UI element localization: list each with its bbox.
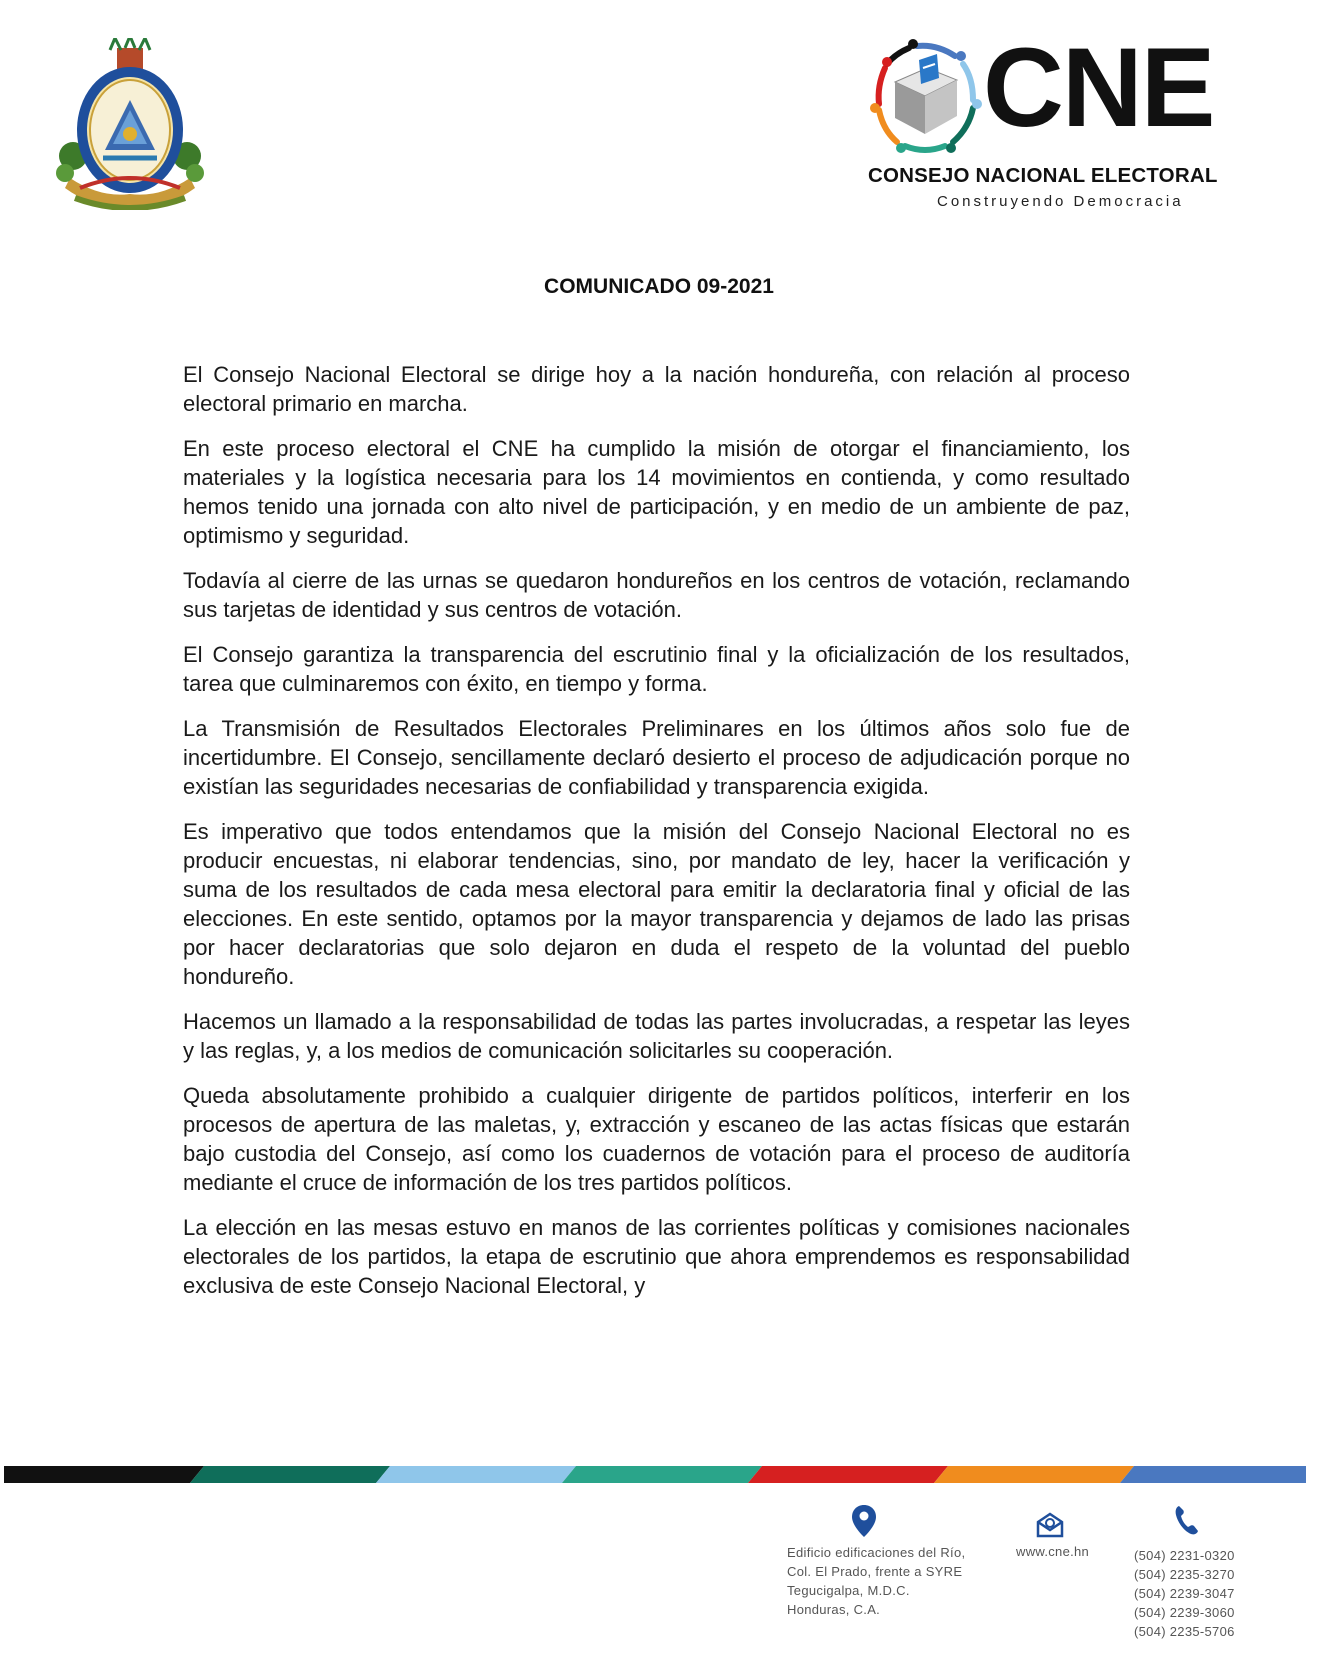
stripe-segment (934, 1466, 1134, 1483)
footer-color-stripe (4, 1466, 1306, 1483)
honduras-coat-of-arms-icon (55, 38, 205, 210)
paragraph: En este proceso electoral el CNE ha cumplido la misión de otorgar el financiamiento, los materiales y la logística necesaria para los 14 movimientos en contienda, y como resultado hemos tenido una jornada con alto nivel de participación, y en medio de un ambiente de paz, optimismo y seguridad. (183, 436, 1130, 548)
cne-full-name: CONSEJO NACIONAL ELECTORAL (868, 164, 1218, 187)
stripe-segment (748, 1466, 948, 1483)
stripe-segment (1120, 1466, 1306, 1483)
phone-number: (504) 2235-3270 (1134, 1567, 1235, 1582)
footer-website[interactable]: www.cne.hn (1016, 1544, 1090, 1559)
address-line: Honduras, C.A. (787, 1602, 881, 1617)
document-title: COMUNICADO 09-2021 (544, 275, 774, 298)
paragraph: La Transmisión de Resultados Electorales Preliminares en los últimos años solo fue de incertidumbre. El Consejo, sencillamente declaró desierto el proceso de adjudicación porque no existían las seguridades necesarias de confiabilidad y transparencia exigida. (183, 716, 1130, 799)
paragraph: El Consejo garantiza la transparencia del escrutinio final y la oficialización de los resultados, tarea que culminaremos con éxito, en tiempo y forma. (183, 642, 1130, 696)
phone-number: (504) 2239-3060 (1134, 1605, 1235, 1620)
phone-number: (504) 2235-5706 (1134, 1624, 1235, 1639)
ballot-box-icon (865, 38, 985, 160)
stripe-segment (4, 1466, 204, 1483)
paragraph: Es imperativo que todos entendamos que la misión del Consejo Nacional Electoral no es producir encuestas, ni elaborar tendencias, sino, por mandato de ley, hacer la verificación y suma de los resultados de cada mesa electoral para emitir la declaratoria final y oficial de las elecciones. En este sentido, optamos por la mayor transparencia y dejamos de lado las prisas por hacer declaratorias que solo dejaron en duda el respeto de la voluntad del pueblo hondureño. (183, 819, 1130, 989)
cne-logo (865, 25, 1265, 218)
stripe-segment (376, 1466, 576, 1483)
stripe-segment (190, 1466, 390, 1483)
cne-tagline: Construyendo Democracia (937, 193, 1184, 210)
paragraph: La elección en las mesas estuvo en manos de las corrientes políticas y comisiones nacionales electorales de los partidos, la etapa de escrutinio que ahora emprendemos es responsabilidad exclusiva de este Consejo Nacional Electoral, y (183, 1215, 1130, 1298)
stripe-segment (562, 1466, 762, 1483)
paragraph: Todavía al cierre de las urnas se quedaron hondureños en los centros de votación, reclamando sus tarjetas de identidad y sus centros de votación. (183, 568, 1130, 622)
paragraph: Hacemos un llamado a la responsabilidad de todas las partes involucradas, a respetar las leyes y las reglas, y, a los medios de comunicación solicitarles su cooperación. (183, 1009, 1130, 1063)
address-line: Edificio edificaciones del Río, (787, 1545, 966, 1560)
document-body (183, 360, 1130, 1316)
phone-icon (1174, 1504, 1200, 1536)
address-line: Col. El Prado, frente a SYRE (787, 1564, 963, 1579)
footer-phones (1134, 1546, 1235, 1641)
footer-address (787, 1543, 977, 1619)
paragraph: El Consejo Nacional Electoral se dirige hoy a la nación hondureña, con relación al proceso electoral primario en marcha. (183, 362, 1130, 416)
cne-wordmark: CNE (983, 25, 1214, 150)
phone-number: (504) 2231-0320 (1134, 1548, 1235, 1563)
phone-number: (504) 2239-3047 (1134, 1586, 1235, 1601)
location-pin-icon (852, 1505, 876, 1537)
address-line: Tegucigalpa, M.D.C. (787, 1583, 910, 1598)
web-mail-icon (1036, 1512, 1064, 1538)
paragraph: Queda absolutamente prohibido a cualquier dirigente de partidos políticos, interferir en los procesos de apertura de las maletas, y, extracción y escaneo de las actas físicas que estarán bajo custodia del Consejo, así como los cuadernos de votación para el proceso de auditoría mediante el cruce de información de los tres partidos políticos. (183, 1083, 1130, 1195)
